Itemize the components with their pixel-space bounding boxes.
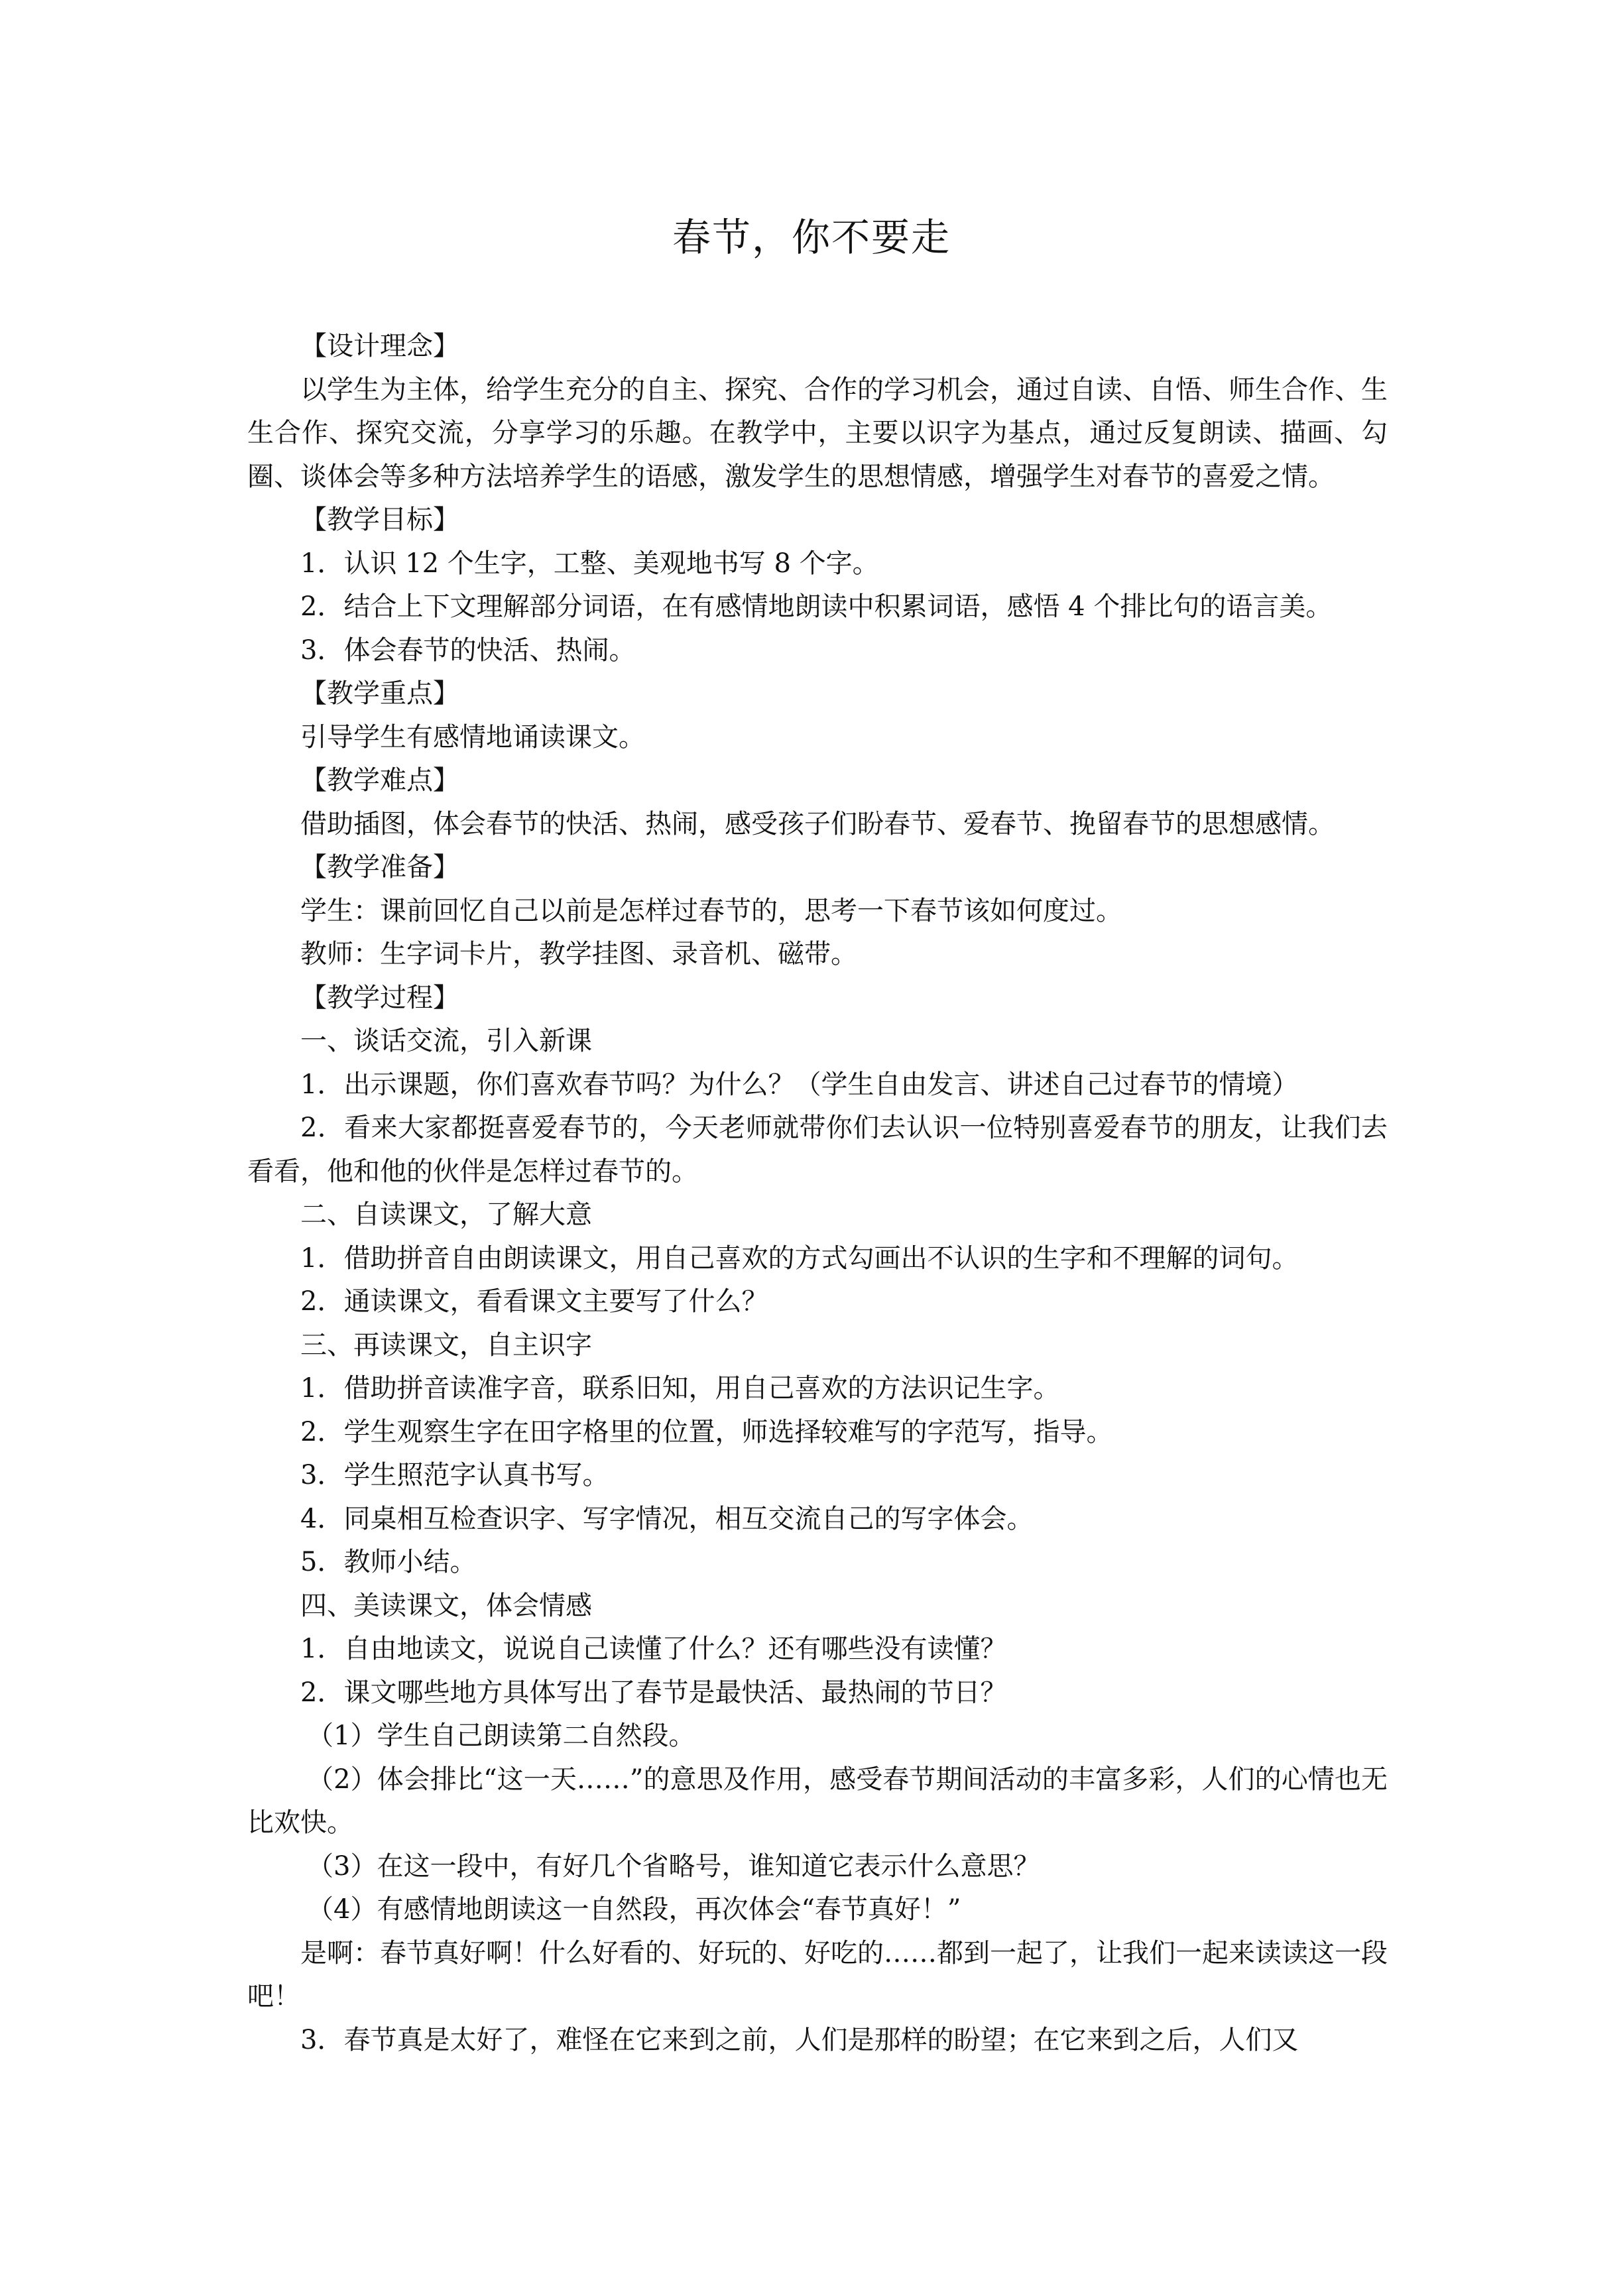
paragraph: 4．同桌相互检查识字、写字情况，相互交流自己的写字体会。: [300, 1503, 1034, 1534]
section-heading: 【教学重点】: [300, 678, 459, 709]
paragraph: 1．借助拼音自由朗读课文，用自己喜欢的方式勾画出不认识的生字和不理解的词句。: [300, 1242, 1299, 1274]
paragraph: 3．学生照范字认真书写。: [300, 1460, 609, 1490]
section-heading: 【教学目标】: [300, 505, 459, 535]
paragraph: （3）在这一段中，有好几个省略号，谁知道它表示什么意思？: [307, 1850, 1040, 1882]
paragraph: 1．认识 12 个生字，工整、美观地书写 8 个字。: [300, 548, 879, 579]
paragraph: 二、自读课文，了解大意: [300, 1199, 592, 1230]
paragraph: 2．看来大家都挺喜爱春节的，今天老师就带你们去认识一位特别喜爱春节的朋友，让我们去看看，他和他的伙伴是怎样过春节的。: [247, 1113, 1388, 1187]
page-title: 春节，你不要走: [672, 215, 951, 260]
section-heading: 【教学过程】: [300, 982, 459, 1013]
paragraph: 1．自由地读文，说说自己读懂了什么？还有哪些没有读懂？: [300, 1634, 1007, 1664]
paragraph: （2）体会排比“这一天……”的意思及作用，感受春节期间活动的丰富多彩，人们的心情也无比欢快。: [247, 1764, 1388, 1838]
paragraph: 三、再读课文，自主识字: [300, 1329, 592, 1360]
section-heading: 【教学准备】: [300, 852, 459, 882]
paragraph: 1．出示课题，你们喜欢春节吗？为什么？（学生自由发言、讲述自己过春节的情境）: [300, 1069, 1299, 1100]
paragraph: （4）有感情地朗读这一自然段，再次体会“春节真好！”: [307, 1894, 961, 1925]
paragraph: 借助插图，体会春节的快活、热闹，感受孩子们盼春节、爱春节、挽留春节的思想感情。: [300, 808, 1335, 839]
section-heading: 【设计理念】: [300, 331, 459, 361]
paragraph: 是啊：春节真好啊！什么好看的、好玩的、好吃的……都到一起了，让我们一起来读读这一段吧！: [247, 1937, 1388, 2012]
paragraph: 一、谈话交流，引入新课: [300, 1026, 592, 1056]
paragraph: 四、美读课文，体会情感: [300, 1590, 592, 1621]
paragraph: 教师：生字词卡片，教学挂图、录音机、磁带。: [300, 939, 857, 969]
section-heading: 【教学难点】: [300, 765, 459, 796]
paragraph: 3．体会春节的快活、热闹。: [300, 634, 636, 666]
document-body: [247, 325, 1388, 2062]
paragraph: 2．通读课文，看看课文主要写了什么？: [300, 1286, 768, 1317]
paragraph: 1．借助拼音读准字音，联系旧知，用自己喜欢的方法识记生字。: [300, 1373, 1060, 1404]
paragraph: 2．学生观察生字在田字格里的位置，师选择较难写的字范写，指导。: [300, 1416, 1113, 1447]
paragraph: （1）学生自己朗读第二自然段。: [307, 1721, 695, 1751]
paragraph: 以学生为主体，给学生充分的自主、探究、合作的学习机会，通过自读、自悟、师生合作、生生合作、探究交流，分享学习的乐趣。在教学中，主要以识字为基点，通过反复朗读、描画、勾圈、谈体会等多种方法培养学生的语感，激发学生的思想情感，增强学生对春节的喜爱之情。: [247, 374, 1388, 492]
paragraph: 5．教师小结。: [300, 1547, 477, 1577]
paragraph: 2．结合上下文理解部分词语，在有感情地朗读中积累词语，感悟 4 个排比句的语言美。: [300, 591, 1333, 622]
paragraph: 引导学生有感情地诵读课文。: [300, 721, 645, 753]
paragraph: 学生：课前回忆自己以前是怎样过春节的，思考一下春节该如何度过。: [300, 895, 1122, 926]
paragraph: 2．课文哪些地方具体写出了春节是最快活、最热闹的节日？: [300, 1677, 1007, 1708]
paragraph: 3．春节真是太好了，难怪在它来到之前，人们是那样的盼望；在它来到之后，人们又: [300, 2024, 1299, 2055]
